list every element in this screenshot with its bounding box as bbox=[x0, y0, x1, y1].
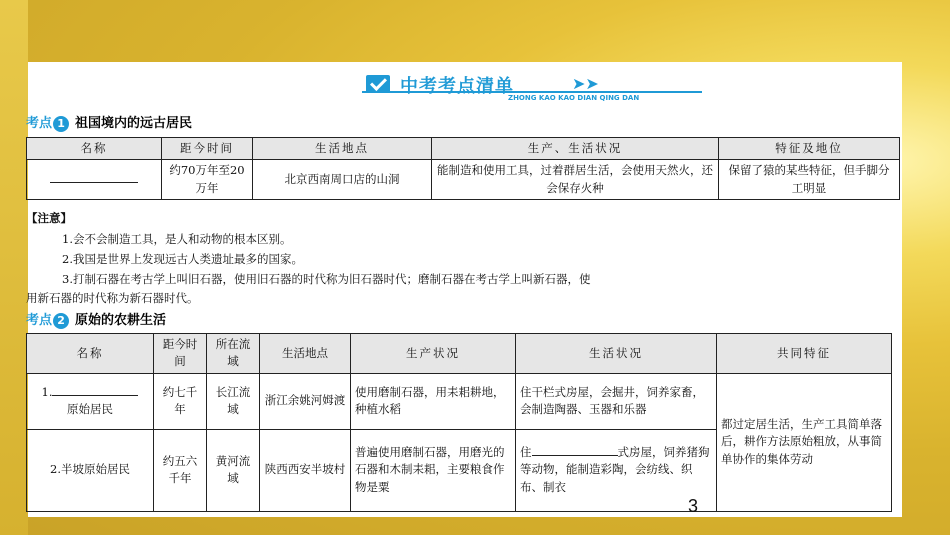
header-status: 生产、生活状况 bbox=[432, 138, 719, 160]
time-cell: 约七千年 bbox=[154, 373, 207, 429]
production-cell: 使用磨制石器，用耒耜耕地，种植水稻 bbox=[351, 373, 516, 429]
time-cell: 约五六千年 bbox=[154, 429, 207, 511]
place-cell: 北京西南周口店的山洞 bbox=[253, 160, 432, 200]
banner-subtitle: ZHONG KAO KAO DIAN QING DAN bbox=[508, 94, 640, 102]
header-place: 生活地点 bbox=[260, 334, 351, 374]
section1-heading bbox=[26, 112, 192, 132]
note-item-2: 2.我国是世界上发现远古人类遗址最多的国家。 bbox=[62, 252, 303, 266]
section2-tag: 考点 bbox=[26, 313, 53, 328]
double-arrow-icon: ➤➤ bbox=[572, 74, 599, 93]
name-prefix: 1. bbox=[41, 384, 53, 399]
section1-title: 祖国境内的远古居民 bbox=[75, 116, 193, 131]
common-feature-cell: 都过定居生活，生产工具简单落后，耕作方法原始粗放，从事简单协作的集体劳动 bbox=[717, 373, 892, 511]
place-cell: 陕西西安半坡村 bbox=[260, 429, 351, 511]
background-left-strip bbox=[0, 0, 28, 535]
table-header-row bbox=[27, 138, 900, 160]
river-cell: 长江流域 bbox=[207, 373, 260, 429]
section-banner bbox=[362, 70, 702, 104]
name-suffix: 原始居民 bbox=[67, 402, 113, 416]
section1-tag: 考点 bbox=[26, 116, 53, 131]
table-row bbox=[27, 160, 900, 200]
life-cell: 住干栏式房屋，会掘井，饲养家畜，会制造陶器、玉器和乐器 bbox=[516, 373, 717, 429]
page-number: 3 bbox=[688, 496, 699, 516]
section2-number-badge: 2 bbox=[53, 313, 69, 329]
header-common: 共同特征 bbox=[717, 334, 892, 374]
header-production: 生产状况 bbox=[351, 334, 516, 374]
section2-table bbox=[26, 333, 892, 512]
note-item-3-cont: 用新石器的时代称为新石器时代。 bbox=[26, 291, 199, 305]
header-river: 所在流域 bbox=[207, 334, 260, 374]
fill-in-blank[interactable] bbox=[532, 445, 618, 456]
life-suffix: 式房屋，饲养猪狗等动物，能制造彩陶，会纺线、织布、制衣 bbox=[520, 445, 710, 494]
header-place: 生活地点 bbox=[253, 138, 432, 160]
section2-title: 原始的农耕生活 bbox=[75, 313, 167, 328]
header-name: 名称 bbox=[27, 138, 162, 160]
name-blank-cell bbox=[27, 160, 162, 200]
place-cell: 浙江余姚河姆渡 bbox=[260, 373, 351, 429]
time-cell: 约70万年至20万年 bbox=[162, 160, 253, 200]
status-cell: 能制造和使用工具，过着群居生活，会使用天然火，还会保存火种 bbox=[432, 160, 719, 200]
section2-heading bbox=[26, 309, 166, 329]
production-cell: 普遍使用磨制石器，用磨光的石器和木制耒耜，主要粮食作物是粟 bbox=[351, 429, 516, 511]
life-cell bbox=[516, 429, 717, 511]
fill-in-blank[interactable] bbox=[52, 385, 138, 396]
header-feature: 特征及地位 bbox=[719, 138, 900, 160]
banner-title: 中考考点清单 bbox=[400, 76, 514, 97]
river-cell: 黄河流域 bbox=[207, 429, 260, 511]
header-time: 距今时间 bbox=[162, 138, 253, 160]
note-item-3: 3.打制石器在考古学上叫旧石器，使用旧石器的时代称为旧石器时代；磨制石器在考古学上叫新石器，使 bbox=[62, 272, 591, 286]
name-cell bbox=[27, 373, 154, 429]
note-label: 【注意】 bbox=[26, 211, 72, 225]
feature-cell: 保留了猿的某些特征，但手脚分工明显 bbox=[719, 160, 900, 200]
section1-table bbox=[26, 137, 900, 200]
section1-number-badge: 1 bbox=[53, 116, 69, 132]
header-name: 名称 bbox=[27, 334, 154, 374]
fill-in-blank[interactable] bbox=[50, 170, 138, 183]
header-time: 距今时间 bbox=[154, 334, 207, 374]
note-item-1: 1.会不会制造工具，是人和动物的根本区别。 bbox=[62, 232, 292, 246]
name-cell: 2.半坡原始居民 bbox=[27, 429, 154, 511]
header-life: 生活状况 bbox=[516, 334, 717, 374]
table-header-row bbox=[27, 334, 892, 374]
table-row bbox=[27, 373, 892, 429]
life-prefix: 住 bbox=[520, 445, 532, 460]
